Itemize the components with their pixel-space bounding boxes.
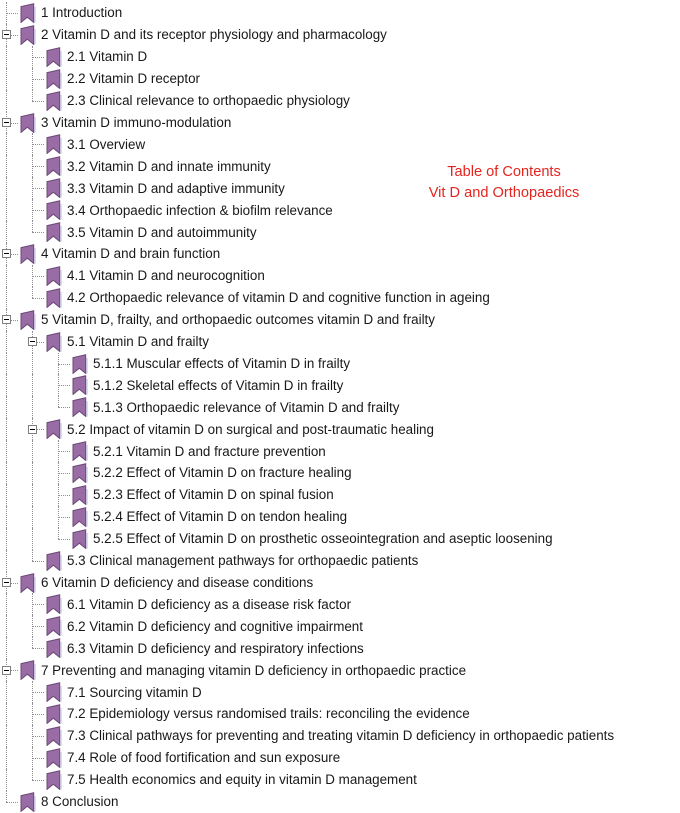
bookmark-label[interactable]: 7.2 Epidemiology versus randomised trails: reconciling the evidence [67,706,470,722]
bookmark-label[interactable]: 5.1.3 Orthopaedic relevance of Vitamin D and frailty [93,399,400,415]
tree-guide-line [6,440,7,462]
bookmark-icon[interactable] [46,69,62,89]
tree-guide-line [6,287,7,309]
tree-guide-line [6,396,7,418]
tree-guide-line [32,714,44,715]
bookmark-row [0,747,680,769]
bookmark-icon[interactable] [46,551,62,571]
bookmark-row [0,703,680,725]
bookmark-label[interactable]: 5.2.3 Effect of Vitamin D on spinal fusion [93,487,334,503]
bookmark-row [0,374,680,396]
bookmark-row [0,2,680,24]
tree-guide-line [6,637,7,659]
tree-guide-line [32,440,33,462]
bookmark-label[interactable]: 6.2 Vitamin D deficiency and cognitive impairment [67,618,363,634]
tree-guide-line [32,780,44,781]
tree-guide-line [6,13,18,14]
tree-guide-line [32,396,33,418]
bookmark-row [0,440,680,462]
bookmark-icon[interactable] [72,354,88,374]
bookmark-label[interactable]: 7 Preventing and managing vitamin D deficiency in orthopaedic practice [41,662,467,678]
bookmark-label[interactable]: 3.2 Vitamin D and innate immunity [67,158,271,174]
bookmark-label[interactable]: 3.1 Overview [67,136,146,152]
bookmark-icon[interactable] [72,529,88,549]
bookmark-label[interactable]: 2.1 Vitamin D [67,49,148,65]
tree-guide-line [32,648,44,649]
bookmark-label[interactable]: 5.1.2 Skeletal effects of Vitamin D in frailty [93,377,344,393]
bookmark-icon[interactable] [20,113,36,133]
bookmark-row [0,791,680,813]
bookmark-icon[interactable] [46,682,62,702]
bookmark-icon[interactable] [72,485,88,505]
tree-guide-line [6,155,7,177]
bookmark-icon[interactable] [46,156,62,176]
tree-guide-line [6,484,7,506]
bookmark-label[interactable]: 3 Vitamin D immuno-modulation [41,114,232,130]
bookmark-label[interactable]: 1 Introduction [41,5,123,21]
bookmark-row [0,484,680,506]
bookmark-row [0,550,680,572]
bookmark-label[interactable]: 5.1.1 Muscular effects of Vitamin D in frailty [93,355,351,371]
tree-guide-line [32,692,44,693]
bookmark-label[interactable]: 5.3 Clinical management pathways for orthopaedic patients [67,553,419,569]
bookmark-label[interactable]: 2.2 Vitamin D receptor [67,71,200,87]
tree-guide-line [32,484,33,506]
bookmark-row [0,418,680,440]
bookmark-icon[interactable] [72,507,88,527]
bookmark-label[interactable]: 5.2.4 Effect of Vitamin D on tendon healing [93,509,348,525]
bookmark-row [0,681,680,703]
tree-guide-line [6,68,7,90]
tree-guide-line [58,517,70,518]
bookmark-row [0,462,680,484]
bookmark-row [0,265,680,287]
bookmark-icon[interactable] [46,266,62,286]
tree-guide-line [58,473,70,474]
bookmark-row [0,506,680,528]
bookmark-label[interactable]: 5 Vitamin D, frailty, and orthopaedic outcomes vitamin D and frailty [41,312,435,328]
tree-guide-line [6,199,7,221]
tree-guide-line [6,331,7,353]
bookmark-row [0,396,680,418]
bookmark-label[interactable]: 3.3 Vitamin D and adaptive immunity [67,180,285,196]
bookmark-icon[interactable] [20,310,36,330]
bookmark-icon[interactable] [46,419,62,439]
collapse-minus-icon[interactable] [2,30,11,39]
bookmark-icon[interactable] [20,244,36,264]
bookmark-label[interactable]: 4.2 Orthopaedic relevance of vitamin D and cognitive function in ageing [67,290,490,306]
bookmark-icon[interactable] [46,222,62,242]
bookmark-label[interactable]: 5.2.5 Effect of Vitamin D on prosthetic osseointegration and aseptic loosening [93,531,553,547]
tree-guide-line [58,451,70,452]
bookmark-label[interactable]: 3.4 Orthopaedic infection & biofilm relevance [67,202,333,218]
bookmark-row [0,725,680,747]
bookmark-icon[interactable] [72,463,88,483]
tree-guide-line [6,46,7,68]
collapse-minus-icon[interactable] [28,425,37,434]
bookmark-icon[interactable] [46,288,62,308]
bookmark-icon[interactable] [46,704,62,724]
bookmark-label[interactable]: 2.3 Clinical relevance to orthopaedic physiology [67,93,350,109]
tree-guide-line [58,407,70,408]
bookmark-row [0,331,680,353]
bookmark-icon[interactable] [46,91,62,111]
bookmark-icon[interactable] [46,726,62,746]
tree-guide-line [6,133,7,155]
bookmark-label[interactable]: 7.1 Sourcing vitamin D [67,684,202,700]
tree-guide-line [32,604,44,605]
bookmark-label[interactable]: 7.5 Health economics and equity in vitamin D management [67,772,417,788]
tree-guide-line [32,144,44,145]
tree-guide-line [32,276,44,277]
bookmark-row [0,90,680,112]
tree-guide-line [6,506,7,528]
collapse-minus-icon[interactable] [2,666,11,675]
tree-guide-line [6,791,7,802]
tree-guide-line [32,736,44,737]
bookmark-icon[interactable] [46,178,62,198]
tree-guide-line [32,769,33,780]
collapse-minus-icon[interactable] [2,578,11,587]
toc-annotation-line2: Vit D and Orthopaedics [428,184,580,201]
bookmark-label[interactable]: 5.1 Vitamin D and frailty [67,334,209,350]
tree-guide-line [6,703,7,725]
bookmark-label[interactable]: 6.3 Vitamin D deficiency and respiratory infections [67,640,364,656]
bookmark-label[interactable]: 7.4 Role of food fortification and sun exposure [67,750,341,766]
tree-guide-line [32,287,33,298]
bookmark-icon[interactable] [46,616,62,636]
bookmark-icon[interactable] [46,770,62,790]
tree-guide-line [6,615,7,637]
tree-guide-line [32,626,44,627]
bookmark-icon[interactable] [46,332,62,352]
bookmark-row [0,528,680,550]
tree-guide-line [32,232,44,233]
tree-guide-line [32,101,44,102]
bookmark-row [0,572,680,594]
collapse-minus-icon[interactable] [2,249,11,258]
tree-guide-line [32,462,33,484]
bookmark-label[interactable]: 6 Vitamin D deficiency and disease conditions [41,575,314,591]
bookmark-icon[interactable] [72,441,88,461]
tree-guide-line [6,681,7,703]
bookmark-row [0,24,680,46]
bookmark-row [0,615,680,637]
bookmark-row [0,46,680,68]
tree-guide-line [32,188,44,189]
bookmark-row [0,353,680,375]
bookmark-icon[interactable] [20,573,36,593]
tree-guide-line [32,550,33,561]
bookmark-row [0,309,680,331]
tree-guide-line [58,396,59,407]
bookmark-icon[interactable] [46,47,62,67]
bookmark-row [0,287,680,309]
tree-guide-line [6,177,7,199]
bookmark-row [0,68,680,90]
bookmark-label[interactable]: 6.1 Vitamin D deficiency as a disease risk factor [67,596,352,612]
tree-guide-line [32,210,44,211]
bookmark-row [0,769,680,791]
tree-guide-line [32,79,44,80]
tree-guide-line [6,221,7,243]
bookmark-icon[interactable] [46,134,62,154]
tree-guide-line [32,298,44,299]
tree-guide-line [6,265,7,287]
collapse-minus-icon[interactable] [28,337,37,346]
bookmark-icon[interactable] [46,200,62,220]
tree-guide-line [6,550,7,572]
bookmark-label[interactable]: 8 Conclusion [41,794,119,810]
tree-guide-line [32,374,33,396]
bookmark-icon[interactable] [20,792,36,812]
bookmark-label[interactable]: 5.2 Impact of vitamin D on surgical and post-traumatic healing [67,421,434,437]
bookmark-label[interactable]: 4.1 Vitamin D and neurocognition [67,268,265,284]
bookmark-row [0,593,680,615]
tree-guide-line [6,593,7,615]
tree-guide-line [58,385,70,386]
toc-annotation [429,162,580,203]
bookmark-icon[interactable] [46,638,62,658]
tree-guide-line [32,506,33,528]
tree-guide-line [58,528,59,539]
bookmark-icon[interactable] [20,3,36,23]
tree-guide-line [6,747,7,769]
bookmark-label[interactable]: 7.3 Clinical pathways for preventing and treating vitamin D deficiency in orthopaedic patients [67,728,615,744]
bookmark-row [0,112,680,134]
tree-guide-line [32,90,33,101]
tree-guide-line [6,374,7,396]
bookmark-label[interactable]: 5.2.1 Vitamin D and fracture prevention [93,443,326,459]
bookmark-row [0,133,680,155]
toc-annotation-line1: Table of Contents [447,164,561,180]
tree-guide-line [32,57,44,58]
bookmark-icon[interactable] [20,660,36,680]
tree-guide-line [6,353,7,375]
bookmark-icon[interactable] [46,748,62,768]
tree-guide-line [32,637,33,648]
tree-guide-line [58,364,70,365]
collapse-minus-icon[interactable] [2,315,11,324]
bookmark-icon[interactable] [72,397,88,417]
bookmark-icon[interactable] [72,375,88,395]
bookmark-row [0,637,680,659]
tree-guide-line [32,758,44,759]
tree-guide-line [32,166,44,167]
tree-guide-line [6,802,18,803]
collapse-minus-icon[interactable] [2,118,11,127]
bookmark-row [0,243,680,265]
tree-guide-line [6,418,7,440]
tree-guide-line [32,561,44,562]
tree-guide-line [32,221,33,232]
tree-guide-line [32,528,33,550]
tree-guide-line [58,495,70,496]
tree-guide-line [6,90,7,112]
tree-guide-line [6,528,7,550]
tree-guide-line [32,353,33,375]
tree-guide-line [6,462,7,484]
bookmark-label[interactable]: 2 Vitamin D and its receptor physiology and pharmacology [41,27,387,43]
tree-guide-line [6,725,7,747]
bookmark-row [0,659,680,681]
tree-guide-line [6,769,7,791]
bookmark-label[interactable]: 4 Vitamin D and brain function [41,246,221,262]
tree-guide-line [58,539,70,540]
bookmark-label[interactable]: 3.5 Vitamin D and autoimmunity [67,224,257,240]
bookmark-row [0,221,680,243]
bookmark-icon[interactable] [46,594,62,614]
bookmark-label[interactable]: 5.2.2 Effect of Vitamin D on fracture healing [93,465,352,481]
bookmark-icon[interactable] [20,25,36,45]
